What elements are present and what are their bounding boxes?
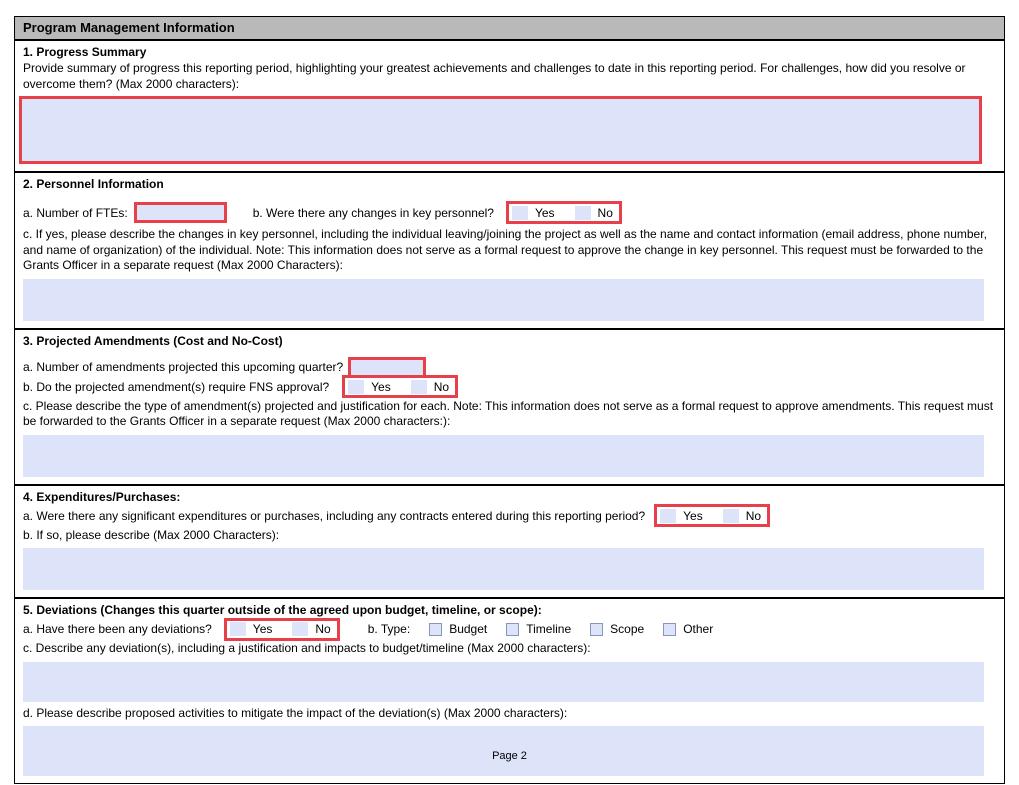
section-1-description: Provide summary of progress this reporting period, highlighting your greatest achievements and challenges to date in this reporting period. For challenges, how did you resolve or overcome them? (Max 2000 characters): [23, 61, 966, 91]
fns-approval-no-label: No [433, 379, 450, 394]
key-personnel-changes-label: b. Were there any changes in key personnel? [252, 205, 494, 220]
fns-approval-yes-checkbox[interactable] [348, 380, 364, 394]
section-progress-summary [15, 41, 1004, 171]
ftes-label: a. Number of FTEs: [23, 205, 128, 220]
deviation-type-scope-item [590, 621, 644, 637]
personnel-changes-yes-no-group [506, 201, 622, 224]
expenditures-describe-label: b. If so, please describe (Max 2000 Characters): [23, 527, 280, 542]
deviation-type-budget-item [429, 621, 487, 637]
section-personnel-information [15, 171, 1004, 328]
deviation-type-label: b. Type: [367, 622, 411, 636]
section-5-title: 5. Deviations (Changes this quarter outside of the agreed upon budget, timeline, or scope): [23, 603, 542, 617]
expenditures-no-label: No [745, 508, 762, 523]
deviation-type-timeline-checkbox[interactable] [506, 623, 519, 636]
expenditures-yes-checkbox[interactable] [660, 509, 676, 523]
deviation-type-budget-label: Budget [449, 622, 488, 636]
amendments-describe-textarea[interactable] [23, 435, 984, 477]
deviations-yes-checkbox[interactable] [230, 622, 246, 636]
deviations-yes-label: Yes [252, 622, 273, 636]
deviation-type-other-label: Other [683, 622, 714, 636]
deviations-any-label: a. Have there been any deviations? [23, 622, 212, 636]
personnel-changes-no-checkbox[interactable] [575, 206, 591, 220]
deviations-no-label: No [315, 622, 331, 636]
personnel-changes-yes-label: Yes [534, 205, 555, 220]
form-header [15, 17, 1004, 41]
section-4-title: 4. Expenditures/Purchases: [23, 489, 181, 504]
deviations-no-checkbox[interactable] [292, 622, 308, 636]
deviation-type-scope-checkbox[interactable] [590, 623, 603, 636]
fns-approval-label: b. Do the projected amendment(s) require FNS approval? [23, 379, 330, 394]
section-projected-amendments [15, 328, 1004, 484]
fns-approval-yes-label: Yes [371, 379, 391, 394]
personnel-describe-textarea[interactable] [23, 279, 984, 321]
section-expenditures-purchases [15, 484, 1004, 598]
deviation-type-timeline-label: Timeline [526, 622, 572, 636]
deviations-describe-textarea[interactable] [23, 662, 984, 702]
deviations-describe-label: c. Describe any deviation(s), including a justification and impacts to budget/timeline (Max 2000 characters): [23, 641, 591, 655]
amendments-count-label: a. Number of amendments projected this upcoming quarter? [23, 360, 344, 374]
deviations-mitigate-label: d. Please describe proposed activities to mitigate the impact of the deviation(s) (Max 2000 characters): [23, 705, 568, 720]
deviation-type-budget-checkbox[interactable] [429, 623, 442, 636]
amendments-describe-label: c. Please describe the type of amendment(s) projected and justification for each. Note: This information does not serve as a formal request to approve amendments. This request must be forwarded to the Grants Officer in a separate request (Max 2000 characters:): [23, 398, 994, 428]
progress-summary-textarea[interactable] [19, 96, 982, 164]
deviation-type-scope-label: Scope [610, 622, 645, 636]
deviation-type-other-checkbox[interactable] [663, 623, 676, 636]
deviations-yes-no-group [224, 618, 340, 641]
form-title: Program Management Information [23, 20, 235, 35]
section-2-title: 2. Personnel Information [23, 177, 164, 191]
personnel-changes-yes-checkbox[interactable] [512, 206, 528, 220]
fns-approval-no-checkbox[interactable] [411, 380, 427, 394]
expenditures-yes-no-group [654, 504, 770, 527]
deviation-type-other-item [663, 621, 713, 637]
deviation-type-timeline-item [506, 621, 571, 637]
expenditures-describe-textarea[interactable] [23, 548, 984, 590]
section-3-title: 3. Projected Amendments (Cost and No-Cost) [23, 333, 283, 348]
form-page [14, 16, 1005, 784]
fns-approval-yes-no-group [342, 375, 458, 398]
personnel-changes-no-label: No [597, 205, 613, 220]
expenditures-no-checkbox[interactable] [723, 509, 739, 523]
section-1-title: 1. Progress Summary [23, 45, 147, 59]
ftes-input[interactable] [134, 202, 227, 223]
page-number: Page 2 [492, 750, 527, 762]
expenditures-yes-label: Yes [683, 508, 703, 523]
personnel-describe-label: c. If yes, please describe the changes in key personnel, including the individual leaving/joining the project as well as the name and contact information (email address, phone number, and name of organization) of the individual. Note: This information does not serve as a formal request to approve the change in key personnel. This request must be forwarded to the Grants Officer in a separate request (Max 2000 Characters): [23, 227, 987, 272]
expenditures-significant-label: a. Were there any significant expenditures or purchases, including any contracts entered during this reporting period? [23, 508, 646, 523]
